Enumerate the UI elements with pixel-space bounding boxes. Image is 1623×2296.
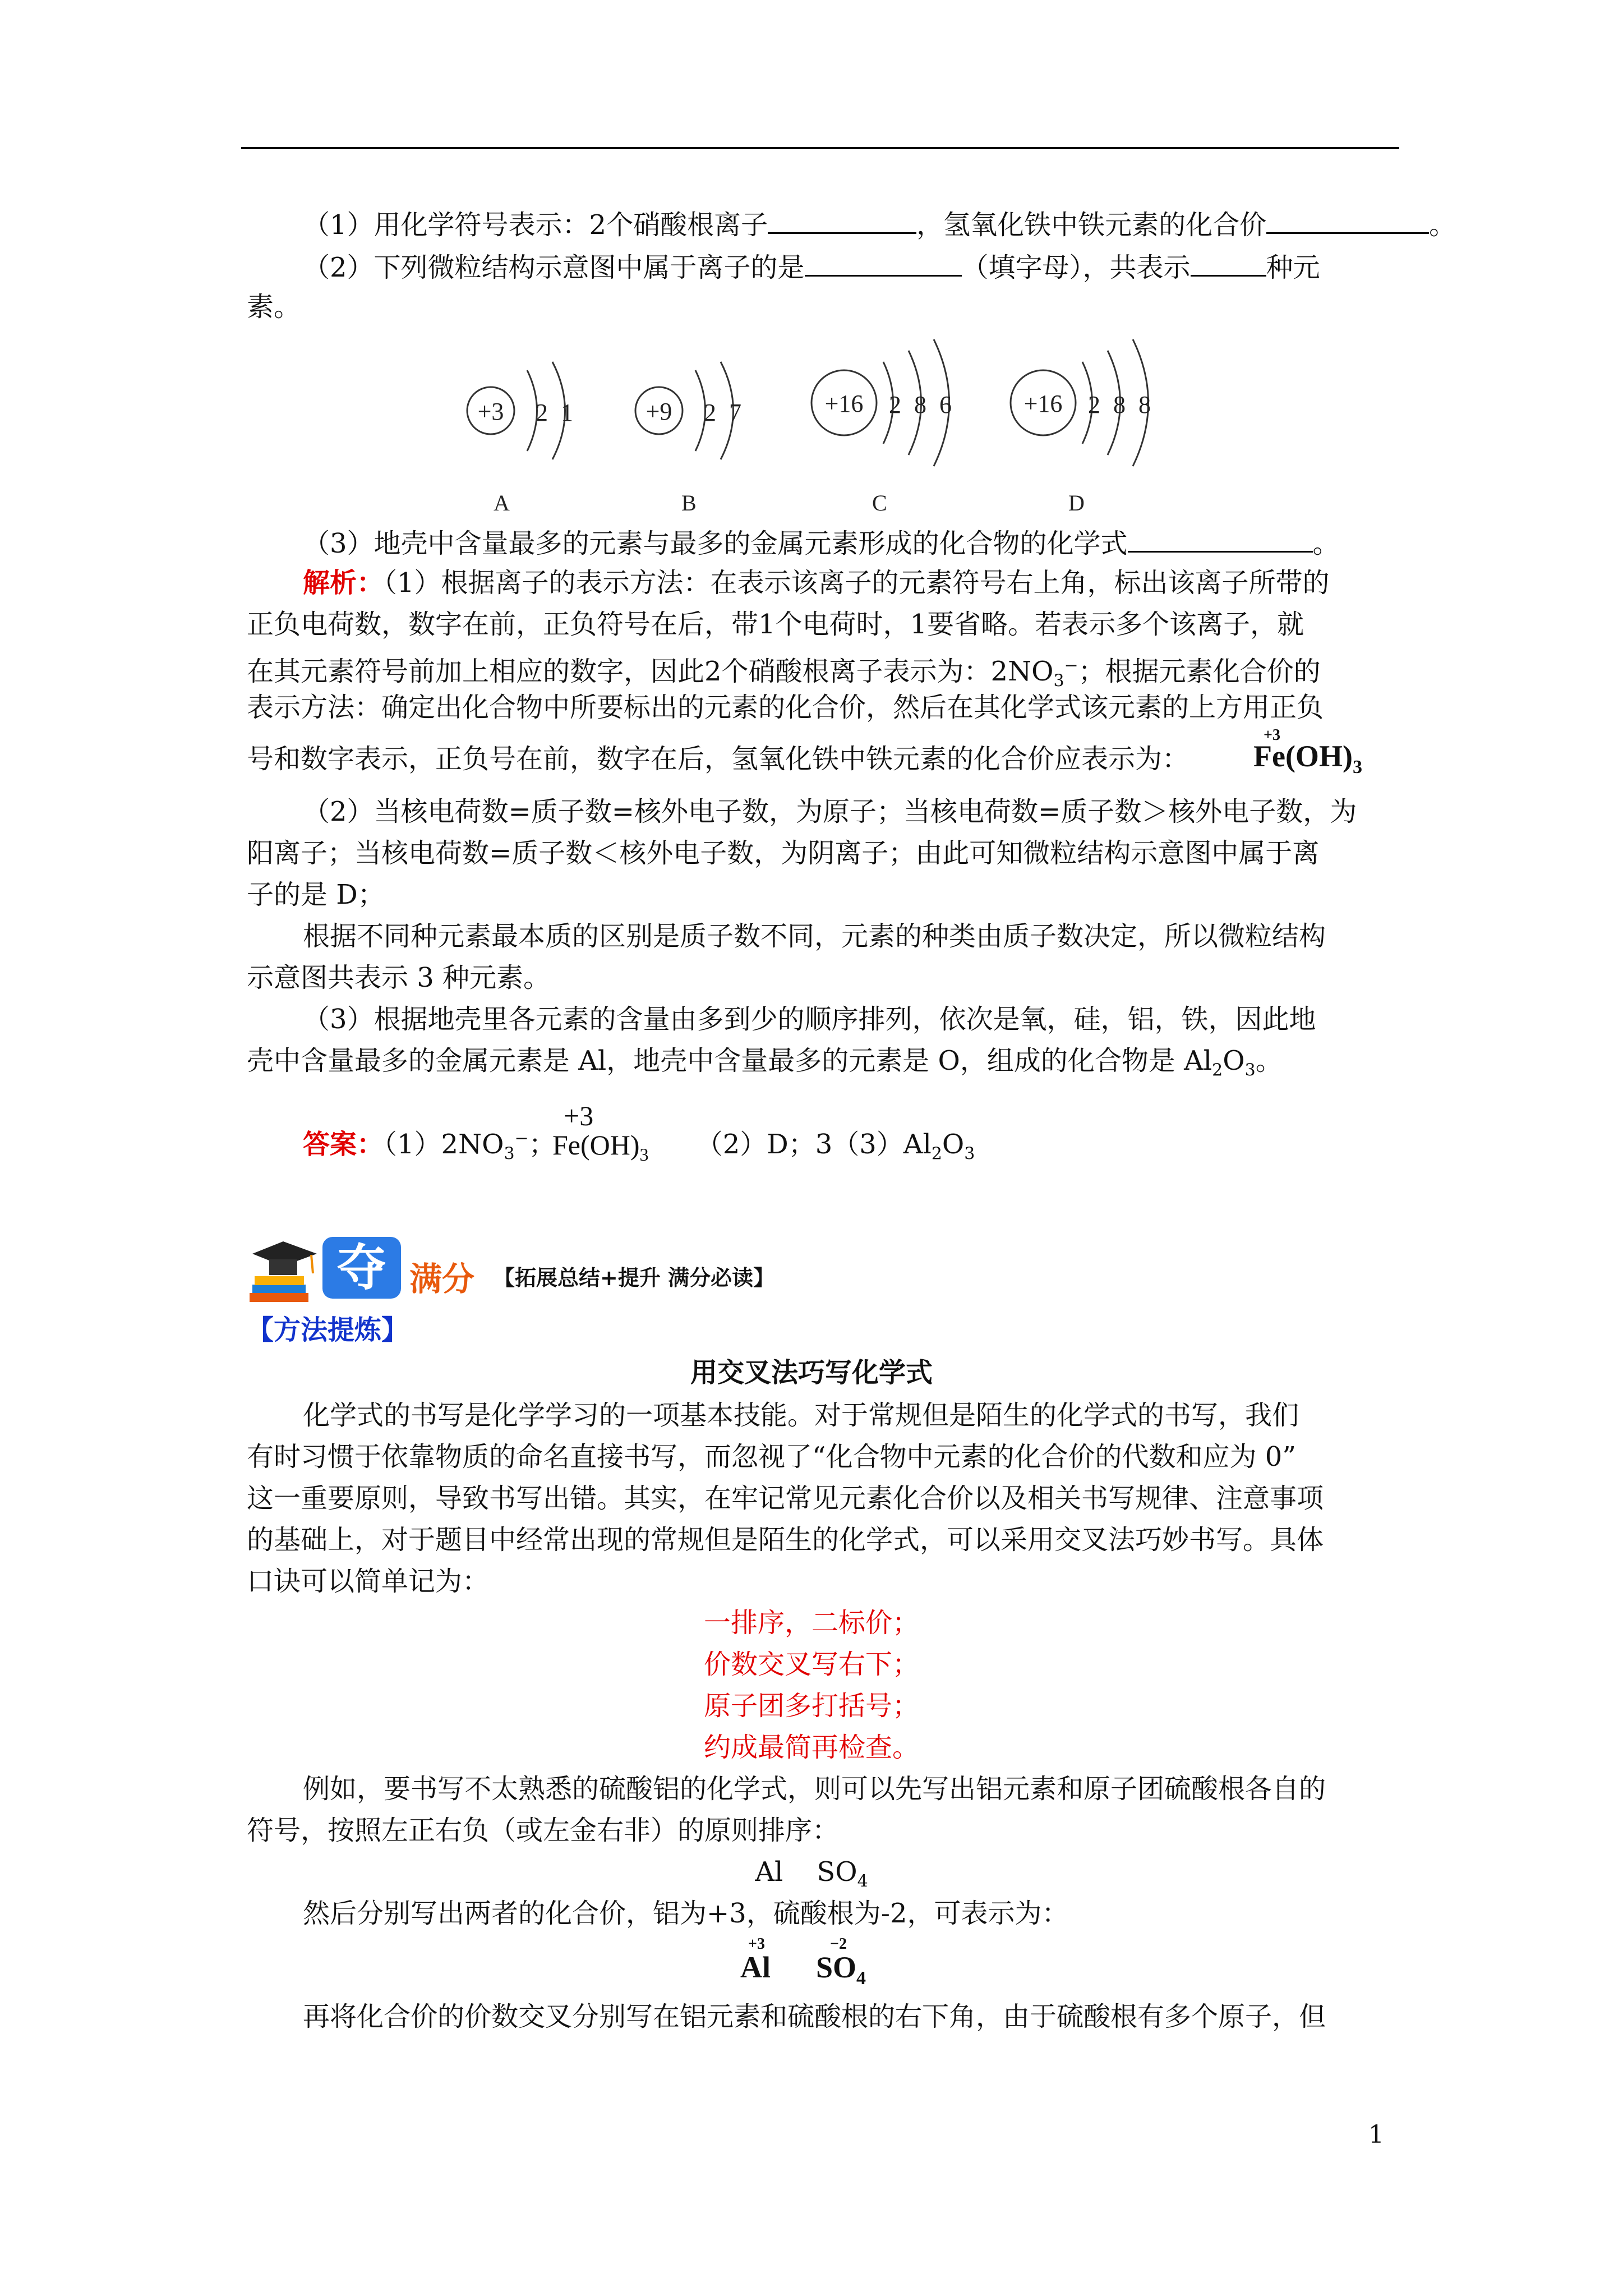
q1-blank-2: [1266, 203, 1429, 234]
method-title: 用交叉法巧写化学式: [690, 1357, 933, 1388]
atom-a-nucleus: +3: [477, 398, 504, 425]
analysis-line-7: 阳离子；当核电荷数=质子数＜核外电子数，为阴离子；由此可知微粒结构示意图中属于离: [247, 838, 1320, 869]
example-line-4: 再将化合价的价数交叉分别写在铝元素和硫酸根的右下角，由于硫酸根有多个原子，但: [303, 2001, 1326, 2032]
header-rule: [241, 147, 1399, 149]
rhyme-line-4: 约成最简再检查。: [703, 1732, 919, 1763]
atom-d-shell-2: 8: [1113, 391, 1126, 418]
so4-formula: $SO_4$: [816, 1950, 866, 1989]
q2-text-c: 种元: [1266, 252, 1320, 283]
q2-text-b: （填字母），共表示: [961, 252, 1191, 283]
analysis-line-2: 正负电荷数，数字在前，正负符号在后，带1个电荷时，1要省略。若表示多个该离子，就: [247, 609, 1304, 640]
example-line-3: 然后分别写出两者的化合价，铝为+3，硫酸根为-2，可表示为：: [303, 1898, 1069, 1929]
q1-text-a: （1）用化学符号表示：2个硝酸根离子: [303, 209, 768, 241]
question-2: [303, 246, 1320, 287]
question-1: [303, 203, 1456, 245]
so4-valence: −2: [830, 1935, 847, 1953]
analysis-text-1: （1）根据离子的表示方法：在表示该离子的元素符号右上角，标出该离子所带的: [384, 567, 1330, 599]
method-heading: 【方法提炼】: [247, 1314, 409, 1346]
q1-text-c: 。: [1429, 209, 1456, 241]
atom-structure-diagrams: [437, 331, 1223, 527]
q2-blank-2: [1191, 246, 1266, 277]
analysis-text-5: 号和数字表示，正负号在前，数字在后，氢氧化铁中铁元素的化合价应表示为：: [247, 743, 1189, 775]
atom-b-label: B: [681, 490, 697, 516]
atom-b: [635, 362, 741, 516]
atom-a-shell-2: 1: [561, 399, 573, 426]
method-para-line-2: 有时习惯于依靠物质的命名直接书写，而忽视了“化合物中元素的化合价的代数和应为 0”: [247, 1441, 1296, 1473]
fe-valence-large: +3: [564, 1100, 594, 1131]
q2-continued: 素。: [247, 291, 301, 323]
atom-c-label: C: [872, 490, 887, 516]
rhyme-line-3: 原子团多打括号；: [703, 1690, 919, 1722]
al-so4-valence-formula: [740, 1935, 909, 2003]
q3-text-b: 。: [1312, 528, 1340, 559]
method-para-line-5: 口诀可以简单记为：: [247, 1566, 490, 1597]
no3-charge: −: [1064, 656, 1078, 675]
atom-c-shell-3: 6: [939, 391, 952, 418]
analysis-text-3b: ；根据元素化合价的: [1078, 656, 1321, 687]
analysis-line-8: 子的是 D；: [247, 879, 385, 910]
fe-oh3-formula-answer: $Fe(OH)_3$: [552, 1129, 649, 1165]
atom-a-label: A: [494, 490, 510, 516]
example-line-2: 符号，按照左正右负（或左金右非）的原则排序：: [247, 1815, 840, 1846]
analysis-label: 解析：: [303, 567, 384, 599]
atom-b-shell-2: 7: [729, 399, 741, 426]
method-para-line-4: 的基础上，对于题目中经常出现的常规但是陌生的化学式，可以采用交叉法巧妙书写。具体: [247, 1524, 1324, 1556]
rhyme-line-1: 一排序，二标价；: [703, 1607, 919, 1639]
example-line-1: 例如，要书写不太熟悉的硫酸铝的化学式，则可以先写出铝元素和原子团硫酸根各自的: [303, 1773, 1326, 1805]
answer-label: 答案：: [303, 1129, 384, 1160]
analysis-text-3a: 在其元素符号前加上相应的数字，因此2个硝酸根离子表示为：2NO: [247, 656, 1054, 687]
analysis-line-6: （2）当核电荷数=质子数=核外电子数，为原子；当核电荷数=质子数＞核外电子数，为: [303, 796, 1357, 827]
no3-subscript: 3: [1053, 671, 1064, 691]
atom-d: [1011, 339, 1151, 516]
atom-a: [467, 362, 573, 516]
atom-d-shell-1: 2: [1088, 391, 1100, 418]
q2-blank-1: [805, 246, 962, 277]
al-valence: +3: [748, 1935, 765, 1953]
full-score-banner: [247, 1231, 864, 1310]
analysis-line-5: [247, 739, 1189, 779]
analysis-text-12a: 壳中含量最多的金属元素是 Al，地壳中含量最多的元素是 O，组成的化合物是 Al: [247, 1045, 1212, 1076]
analysis-line-12: 壳中含量最多的金属元素是 Al，地壳中含量最多的元素是 O，组成的化合物是 $Al_2O_3$。: [247, 1045, 1283, 1080]
analysis-line-10: 示意图共表示 3 种元素。: [247, 962, 551, 993]
question-3: [303, 522, 1340, 563]
banner-note: 【拓展总结+提升 满分必读】: [494, 1266, 775, 1290]
al-symbol: Al: [755, 1856, 783, 1888]
atom-c-shell-2: 8: [914, 391, 926, 418]
atom-c: [811, 339, 952, 516]
page-number: 1: [1368, 2120, 1384, 2149]
rhyme-line-2: 价数交叉写右下；: [703, 1649, 919, 1680]
q2-text-a: （2）下列微粒结构示意图中属于离子的是: [303, 252, 805, 283]
q1-blank-1: [768, 203, 916, 234]
banner-title: 满分: [409, 1260, 475, 1298]
fe-oh3-formula-analysis: $Fe(OH)_3$: [1253, 739, 1362, 777]
atom-a-shell-1: 2: [536, 399, 548, 426]
atom-b-nucleus: +9: [645, 398, 672, 425]
method-para-line-3: 这一重要原则，导致书写出错。其实，在牢记常见元素化合价以及相关书写规律、注意事项: [247, 1483, 1324, 1514]
atom-d-label: D: [1068, 490, 1085, 516]
analysis-line-1: [303, 563, 1330, 602]
analysis-line-4: 表示方法：确定出化合物中所要标出的元素的化合价，然后在其化学式该元素的上方用正负: [247, 692, 1324, 723]
answer-line: 答案：$(1)2NO_3^-$； （2）D；$3(3)Al_2O_3$: [303, 1129, 975, 1164]
atom-b-shell-1: 2: [704, 399, 716, 426]
fe-valence-small: +3: [1264, 726, 1280, 744]
fe-oh3-valence-analysis: [1253, 726, 1388, 783]
analysis-line-11: （3）根据地壳里各元素的含量由多到少的顺序排列，依次是氧，硅，铝，铁，因此地: [303, 1004, 1316, 1035]
atom-c-shell-1: 2: [889, 391, 901, 418]
al-formula: Al: [740, 1950, 771, 1984]
graduation-cap-books-icon: [247, 1231, 320, 1310]
q3-text-a: （3）地壳中含量最多的元素与最多的金属元素形成的化合物的化学式: [303, 528, 1128, 559]
method-para-line-1: 化学式的书写是化学学习的一项基本技能。对于常规但是陌生的化学式的书写，我们: [303, 1400, 1299, 1431]
atom-d-shell-3: 8: [1138, 391, 1151, 418]
al-so4-symbols: Al $SO_4$: [755, 1856, 868, 1892]
banner-logo: 夺: [322, 1237, 401, 1299]
fe-oh3-valence-answer: [552, 1099, 687, 1172]
atom-d-nucleus: +16: [1023, 390, 1063, 417]
q3-blank: [1128, 522, 1313, 553]
analysis-line-9: 根据不同种元素最本质的区别是质子数不同，元素的种类由质子数决定，所以微粒结构: [303, 921, 1326, 952]
atom-c-nucleus: +16: [824, 390, 864, 417]
so4-symbol: SO: [817, 1856, 857, 1888]
q1-text-b: ，氢氧化铁中铁元素的化合价: [916, 209, 1267, 241]
